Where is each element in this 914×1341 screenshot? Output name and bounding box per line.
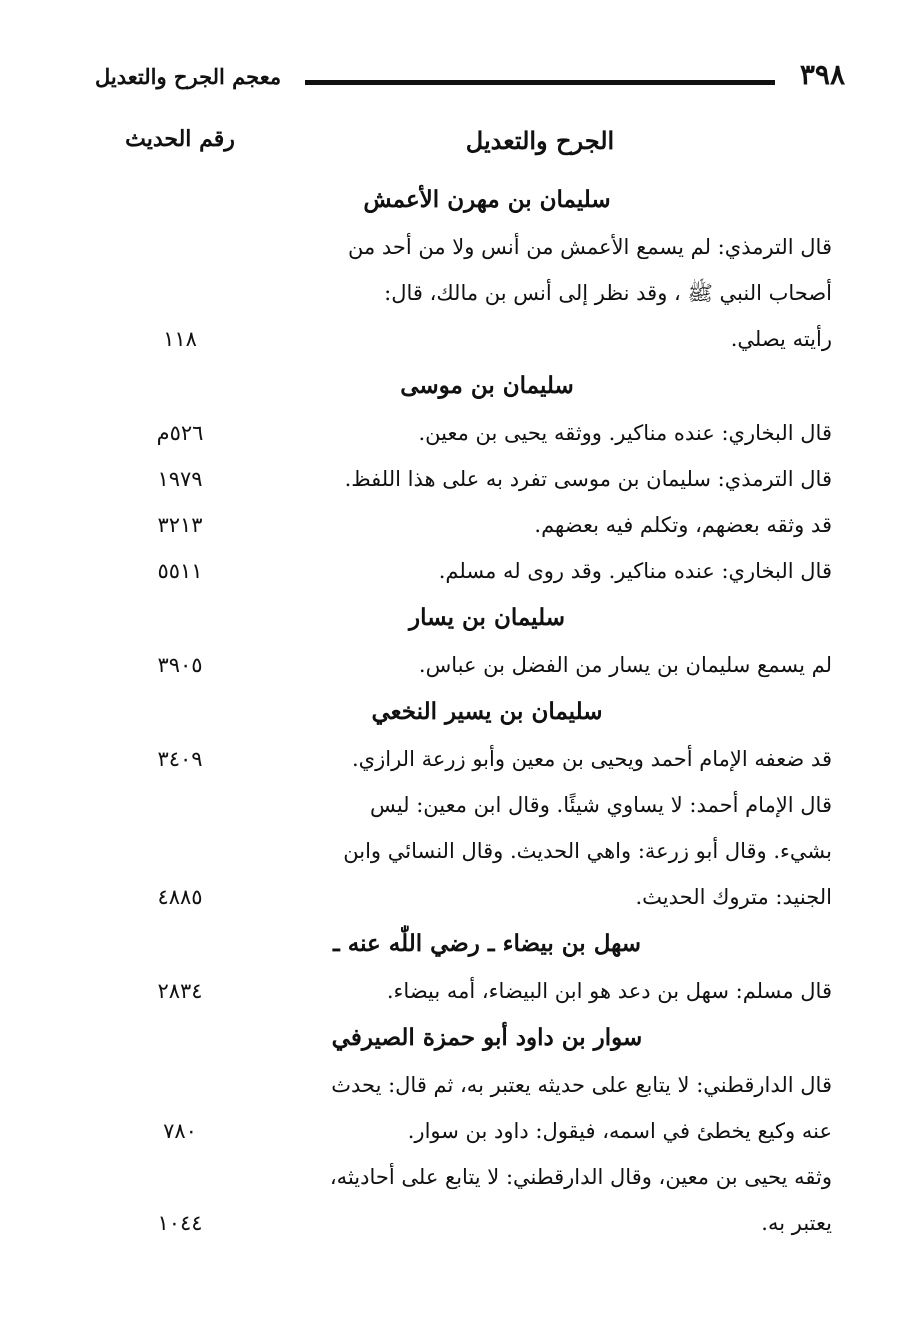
entry-text <box>262 782 832 920</box>
entry-text <box>262 456 832 502</box>
entry-row <box>0 410 914 456</box>
entry-line: يعتبر به. <box>761 1211 832 1235</box>
entry-text <box>262 1154 832 1246</box>
header-rule <box>305 80 775 85</box>
entry-text <box>262 410 832 456</box>
entry-row <box>0 456 914 502</box>
entry-line: قال مسلم: سهل بن دعد هو ابن البيضاء، أمه بيضاء. <box>386 979 832 1003</box>
entry-line: وثقه يحيى بن معين، وقال الدارقطني: لا يتابع على أحاديثه، <box>329 1165 832 1189</box>
entry-line: بشيء. وقال أبو زرعة: واهي الحديث. وقال النسائي وابن <box>343 839 832 863</box>
narrator-heading: سليمان بن يسار <box>409 604 565 631</box>
entry-row <box>0 548 914 594</box>
hadith-number: ٣٩٠٥ <box>157 653 203 677</box>
entry-text <box>262 502 832 548</box>
entry-line: قال البخاري: عنده مناكير. ووثقه يحيى بن معين. <box>418 421 832 445</box>
entry-line: قد وثقه بعضهم، وتكلم فيه بعضهم. <box>534 513 832 537</box>
entry-text <box>262 548 832 594</box>
running-header <box>95 58 845 98</box>
hadith-number: ٤٨٨٥ <box>157 885 203 909</box>
entry-line: الجنيد: متروك الحديث. <box>635 885 832 909</box>
entry-line: قال الدارقطني: لا يتابع على حديثه يعتبر به، ثم قال: يحدث <box>331 1073 832 1097</box>
hadith-number: ١١٨ <box>163 327 197 351</box>
column-heading-number: رقم الحديث <box>125 126 235 152</box>
hadith-number: ٣٢١٣ <box>157 513 203 537</box>
hadith-number: ٥٢٦م <box>156 421 204 445</box>
entry-line: قال الإمام أحمد: لا يساوي شيئًا. وقال ابن معين: ليس <box>370 793 832 817</box>
entry-row <box>0 502 914 548</box>
hadith-number: ١٠٤٤ <box>157 1211 203 1235</box>
entry-row <box>0 642 914 688</box>
running-title: معجم الجرح والتعديل <box>95 64 282 89</box>
entry-line: لم يسمع سليمان بن يسار من الفضل بن عباس. <box>418 653 832 677</box>
entry-text <box>262 736 832 782</box>
narrator-heading: سليمان بن مهرن الأعمش <box>363 186 611 213</box>
hadith-number: ٢٨٣٤ <box>157 979 203 1003</box>
entry-text <box>262 642 832 688</box>
entry-text <box>262 1062 832 1154</box>
hadith-number: ٧٨٠ <box>163 1119 197 1143</box>
entry-row <box>0 1154 914 1246</box>
entry-row <box>0 736 914 782</box>
entry-text <box>262 224 832 362</box>
entry-row <box>0 968 914 1014</box>
entry-line: قد ضعفه الإمام أحمد ويحيى بن معين وأبو زرعة الرازي. <box>352 747 832 771</box>
page-number: ٣٩٨ <box>799 58 845 91</box>
entry-line: رأيته يصلي. <box>730 327 832 351</box>
entry-row <box>0 1062 914 1154</box>
entry-row <box>0 782 914 920</box>
entry-row <box>0 224 914 362</box>
entry-line: قال البخاري: عنده مناكير. وقد روى له مسلم. <box>438 559 832 583</box>
entry-line: قال الترمذي: لم يسمع الأعمش من أنس ولا من أحد من <box>347 235 832 259</box>
narrator-heading: سهل بن بيضاء ـ رضي اللّٰه عنه ـ <box>333 930 641 957</box>
narrator-heading: سليمان بن يسير النخعي <box>371 698 603 725</box>
hadith-number: ٥٥١١ <box>157 559 203 583</box>
column-heading-main: الجرح والتعديل <box>465 126 615 155</box>
entry-line: أصحاب النبي ﷺ ، وقد نظر إلى أنس بن مالك، قال: <box>384 281 832 305</box>
entry-line: قال الترمذي: سليمان بن موسى تفرد به على هذا اللفظ. <box>344 467 832 491</box>
narrator-heading: سوار بن داود أبو حمزة الصيرفي <box>331 1024 643 1051</box>
entry-line: عنه وكيع يخطئ في اسمه، فيقول: داود بن سوار. <box>407 1119 832 1143</box>
hadith-number: ١٩٧٩ <box>157 467 203 491</box>
entries-list <box>0 176 914 1246</box>
hadith-number: ٣٤٠٩ <box>157 747 203 771</box>
narrator-heading: سليمان بن موسى <box>400 372 574 399</box>
entry-text <box>262 968 832 1014</box>
